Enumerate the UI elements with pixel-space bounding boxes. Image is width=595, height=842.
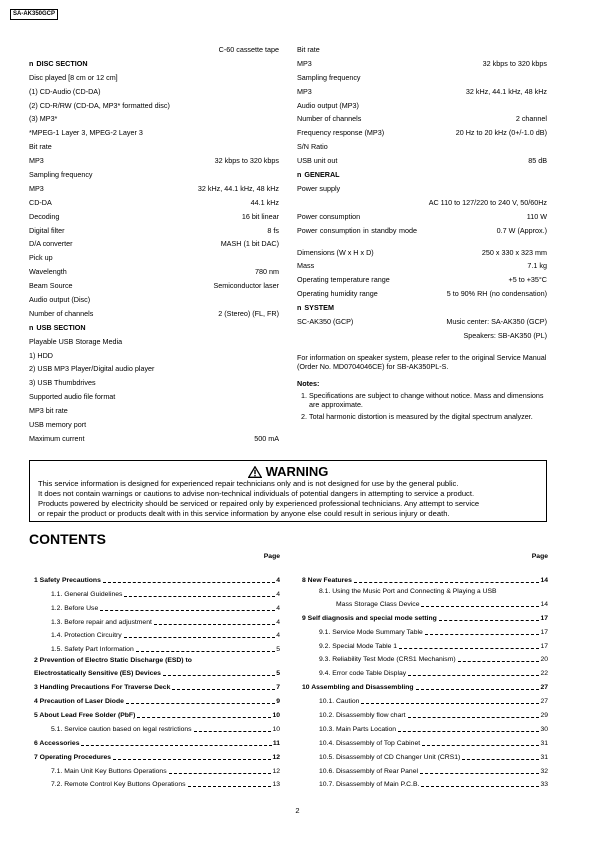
spec-value: 44.1 kHz xyxy=(250,197,279,207)
toc-entry xyxy=(297,734,548,748)
spec-label: Bit rate xyxy=(29,142,52,152)
speaker-info: For information on speaker system, please refer to the original Service Manual (Order No. MD0704046CE) for SB-AK350PL-S. xyxy=(297,352,547,371)
note-number: 2. xyxy=(301,411,307,421)
toc-title: 8.1. Using the Music Port and Connecting & Playing a USB xyxy=(319,587,497,595)
toc-title: 9.1. Service Mode Summary Table xyxy=(319,628,423,636)
spec-value: 0.7 W (Approx.) xyxy=(496,225,547,235)
spec-value: Speakers: SB-AK350 (PL) xyxy=(463,330,547,340)
spec-label: Beam Source xyxy=(29,281,73,291)
spec-label: S/N Ratio xyxy=(297,142,328,152)
spec-label: MP3 xyxy=(297,58,312,68)
toc-leader xyxy=(421,606,539,607)
toc-title: Electrostatically Sensitive (ES) Devices xyxy=(34,670,161,678)
toc-leader xyxy=(398,731,539,732)
spec-value: 110 W xyxy=(526,211,547,221)
toc-page: 10 xyxy=(272,725,280,733)
toc-page: 27 xyxy=(540,698,548,706)
toc-right-list xyxy=(297,571,548,789)
spec-label: 1) HDD xyxy=(29,350,53,360)
toc-page: 17 xyxy=(540,642,548,650)
contents-title: CONTENTS xyxy=(29,531,106,547)
toc-title: 1.4. Protection Circuitry xyxy=(51,632,122,640)
toc-entry xyxy=(29,585,280,599)
spec-label: CD-DA xyxy=(29,197,52,207)
spec-label: (3) MP3* xyxy=(29,114,58,124)
spec-value: Music center: SA-AK350 (GCP) xyxy=(446,317,547,327)
toc-page: 31 xyxy=(540,739,548,747)
toc-leader xyxy=(81,745,271,746)
toc-leader xyxy=(126,703,275,704)
spec-label: MP3 bit rate xyxy=(29,406,68,416)
spec-value: 85 dB xyxy=(528,156,547,166)
toc-page: 29 xyxy=(540,712,548,720)
spec-label: Power consumption xyxy=(297,211,361,221)
toc-title: 10.3. Main Parts Location xyxy=(319,725,397,733)
toc-entry xyxy=(297,776,548,790)
spec-row xyxy=(297,317,547,331)
toc-title: 7.1. Main Unit Key Buttons Operations xyxy=(51,767,167,775)
spec-label: Pick up xyxy=(29,253,53,263)
toc-entry xyxy=(297,651,548,665)
toc-entry xyxy=(29,613,280,627)
toc-entry xyxy=(29,640,280,654)
warning-line: This service information is designed for experienced repair technicians only and is not designed for use by the general public. xyxy=(38,479,459,488)
spec-label: Digital filter xyxy=(29,225,65,235)
spec-row xyxy=(297,331,547,345)
toc-leader xyxy=(354,582,540,583)
section-heading: USB SECTION xyxy=(36,322,86,332)
toc-page: 10 xyxy=(272,712,280,720)
toc-entry xyxy=(29,665,280,678)
spec-row xyxy=(29,156,279,170)
warning-triangle-icon xyxy=(248,466,262,478)
toc-leader xyxy=(439,620,540,621)
note-item xyxy=(297,412,547,422)
warning-line: It does not contain warnings or cautions to advise non-technical individuals of potential dangers in attempting to service a product. xyxy=(38,489,475,498)
spec-label: Audio output (MP3) xyxy=(297,100,359,110)
toc-leader xyxy=(100,610,275,611)
spec-row xyxy=(29,184,279,198)
spec-row xyxy=(297,59,547,73)
spec-label: Sampling frequency xyxy=(297,72,361,82)
toc-page: 7 xyxy=(276,684,280,692)
spec-label: Operating humidity range xyxy=(297,289,378,299)
spec-row xyxy=(297,248,547,262)
toc-entry xyxy=(297,706,548,720)
spec-value: 7.1 kg xyxy=(527,261,547,271)
spec-row xyxy=(297,226,547,248)
toc-entry xyxy=(29,734,280,748)
toc-leader xyxy=(124,596,275,597)
warning-line: or repair the product or products dealt with in this service information by anyone else could result in serious injury or death. xyxy=(38,509,450,518)
toc-page: 14 xyxy=(540,600,548,608)
spec-value: 2 (Stereo) (FL, FR) xyxy=(218,308,279,318)
section-heading: SYSTEM xyxy=(304,303,334,313)
spec-label: D/A converter xyxy=(29,239,73,249)
spec-row xyxy=(297,101,547,115)
toc-entry xyxy=(297,637,548,651)
toc-page: 4 xyxy=(276,604,280,612)
specs-left-column xyxy=(29,45,279,448)
toc-title: 10.7. Disassembly of Main P.C.B. xyxy=(319,781,420,789)
spec-label: Maximum current xyxy=(29,433,85,443)
toc-entry xyxy=(29,599,280,613)
notes-list xyxy=(297,391,547,422)
toc-leader xyxy=(188,786,272,787)
spec-row xyxy=(29,378,279,392)
spec-label: Power consumption in standby mode xyxy=(297,225,417,235)
toc-entry xyxy=(297,585,548,596)
section-bullet-icon: n xyxy=(29,58,34,68)
note-text: Total harmonic distortion is measured by the digital spectrum analyzer. xyxy=(309,411,533,421)
spec-row xyxy=(297,212,547,226)
spec-label: (2) CD-R/RW (CD-DA, MP3* formatted disc) xyxy=(29,100,170,110)
spec-label: Mass xyxy=(297,261,315,271)
toc-title: 3 Handling Precautions For Traverse Deck xyxy=(34,684,171,692)
spec-value: +5 to +35°C xyxy=(508,275,547,285)
toc-leader xyxy=(172,689,275,690)
spec-label: Power supply xyxy=(297,183,341,193)
toc-title: 2 Prevention of Electro Static Discharge (ESD) to xyxy=(34,657,192,665)
note-item xyxy=(297,391,547,410)
spec-row xyxy=(29,226,279,240)
spec-row xyxy=(29,198,279,212)
spec-row xyxy=(29,59,279,73)
section-heading: DISC SECTION xyxy=(36,58,88,68)
spec-row xyxy=(29,101,279,115)
toc-page: 4 xyxy=(276,590,280,598)
toc-leader xyxy=(163,675,275,676)
toc-page: 22 xyxy=(540,670,548,678)
toc-entry xyxy=(29,571,280,585)
spec-row xyxy=(29,87,279,101)
toc-leader xyxy=(169,773,272,774)
spec-value: 16 bit linear xyxy=(241,211,279,221)
spec-value: 8 fs xyxy=(267,225,279,235)
spec-row xyxy=(29,434,279,448)
toc-title: 7 Operating Procedures xyxy=(34,753,112,761)
spec-label: SC-AK350 (GCP) xyxy=(297,317,354,327)
spec-label: Bit rate xyxy=(297,45,320,54)
toc-entry xyxy=(29,692,280,706)
spec-label: Decoding xyxy=(29,211,60,221)
toc-leader xyxy=(420,773,539,774)
spec-row xyxy=(297,275,547,289)
spec-label: Sampling frequency xyxy=(29,170,93,180)
spec-row xyxy=(29,142,279,156)
spec-row xyxy=(29,309,279,323)
toc-page: 17 xyxy=(540,614,548,622)
toc-page: 4 xyxy=(276,632,280,640)
spec-label: Playable USB Storage Media xyxy=(29,336,123,346)
spec-value: 32 kbps to 320 kbps xyxy=(214,156,279,166)
toc-page-label: Page xyxy=(531,553,548,560)
toc-leader xyxy=(421,786,539,787)
spec-row xyxy=(297,289,547,303)
spec-row xyxy=(297,170,547,184)
section-bullet-icon: n xyxy=(297,303,302,313)
toc-page: 12 xyxy=(272,753,280,761)
toc-title: 9.3. Reliability Test Mode (CRS1 Mechanism) xyxy=(319,656,456,664)
toc-title: 8 New Features xyxy=(302,576,352,584)
toc-leader xyxy=(361,703,539,704)
spec-row xyxy=(297,128,547,142)
warning-text xyxy=(30,479,546,519)
toc-title: Mass Storage Class Device xyxy=(336,600,420,608)
toc-entry xyxy=(297,623,548,637)
toc-page: 30 xyxy=(540,725,548,733)
toc-entry xyxy=(29,678,280,692)
toc-entry xyxy=(297,678,548,692)
section-heading: GENERAL xyxy=(304,170,340,180)
toc-title: 9.4. Error code Table Display xyxy=(319,670,407,678)
toc-page: 5 xyxy=(276,646,280,654)
model-tag: SA-AK350GCP xyxy=(10,9,58,20)
spec-label: MP3 xyxy=(29,183,44,193)
note-text: Specifications are subject to change without notice. Mass and dimensions are approximate. xyxy=(309,390,544,410)
spec-value: AC 110 to 127/220 to 240 V, 50/60Hz xyxy=(428,197,547,207)
toc-title: 1.1. General Guidelines xyxy=(51,590,123,598)
toc-leader xyxy=(124,637,276,638)
spec-label: *MPEG-1 Layer 3, MPEG-2 Layer 3 xyxy=(29,128,143,138)
toc-entry xyxy=(29,720,280,734)
toc-title: 10.4. Disassembly of Top Cabinet xyxy=(319,739,421,747)
spec-value: 500 mA xyxy=(254,433,279,443)
toc-page: 27 xyxy=(540,684,548,692)
spec-row xyxy=(297,184,547,198)
spec-value: 32 kHz, 44.1 kHz, 48 kHz xyxy=(465,86,547,96)
warning-line: Products powered by electricity should be serviced or repaired only by experienced professional technicians. Any attempt to service xyxy=(38,499,480,508)
toc-title: 1.3. Before repair and adjustment xyxy=(51,618,152,626)
toc-entry xyxy=(29,762,280,776)
toc-page: 12 xyxy=(272,767,280,775)
spec-row xyxy=(297,114,547,128)
toc-entry xyxy=(29,748,280,762)
toc-leader xyxy=(136,651,275,652)
spec-label: MP3 xyxy=(29,156,44,166)
toc-page: 14 xyxy=(540,576,548,584)
toc-leader xyxy=(154,624,275,625)
spec-row xyxy=(29,337,279,351)
spec-row xyxy=(29,73,279,87)
toc-title: 10.6. Disassembly of Rear Panel xyxy=(319,767,418,775)
notes-title: Notes: xyxy=(297,378,320,388)
spec-row xyxy=(29,364,279,378)
spec-row xyxy=(29,420,279,434)
toc-title: 10 Assembling and Disassembling xyxy=(302,684,414,692)
spec-label: USB memory port xyxy=(29,420,87,430)
toc-page: 17 xyxy=(540,628,548,636)
toc-title: 1.2. Before Use xyxy=(51,604,99,612)
toc-entry xyxy=(297,596,548,609)
spec-row xyxy=(29,170,279,184)
toc-left-column xyxy=(29,552,280,789)
spec-label: MP3 xyxy=(297,86,312,96)
spec-label: Operating temperature range xyxy=(297,275,390,285)
spec-row xyxy=(297,261,547,275)
spec-row xyxy=(29,114,279,128)
spec-value: 780 nm xyxy=(255,267,279,277)
toc-title: 10.1. Caution xyxy=(319,698,360,706)
spec-row xyxy=(297,198,547,212)
spec-label: Number of channels xyxy=(29,308,94,318)
toc-title: 9.2. Special Mode Table 1 xyxy=(319,642,398,650)
toc-title: 7.2. Remote Control Key Buttons Operations xyxy=(51,781,186,789)
toc-leader xyxy=(458,661,540,662)
spec-row xyxy=(29,45,279,59)
toc-title: 10.5. Disassembly of CD Changer Unit (CRS1) xyxy=(319,753,461,761)
spec-row xyxy=(29,351,279,365)
spec-value: MASH (1 bit DAC) xyxy=(220,239,279,249)
spec-label: Frequency response (MP3) xyxy=(297,128,385,138)
toc-title: 1 Safety Precautions xyxy=(34,576,101,584)
spec-value: 5 to 90% RH (no condensation) xyxy=(446,289,547,299)
spec-row xyxy=(29,239,279,253)
spec-label: USB unit out xyxy=(297,156,338,166)
spec-label: (1) CD-Audio (CD-DA) xyxy=(29,86,101,96)
spec-row xyxy=(29,406,279,420)
spec-value: 2 channel xyxy=(515,114,547,124)
specs-right-list xyxy=(297,45,547,345)
spec-label: 3) USB Thumbdrives xyxy=(29,378,96,388)
spec-row xyxy=(297,87,547,101)
toc-title: 6 Accessories xyxy=(34,739,80,747)
toc-page: 5 xyxy=(276,670,280,678)
toc-left-list xyxy=(29,571,280,789)
spec-row xyxy=(29,392,279,406)
toc-entry xyxy=(297,762,548,776)
specs-right-column xyxy=(297,45,547,423)
toc-entry xyxy=(297,748,548,762)
toc-leader xyxy=(416,689,540,690)
toc-leader xyxy=(399,648,539,649)
toc-leader xyxy=(137,717,271,718)
spec-row xyxy=(29,212,279,226)
warning-title: WARNING xyxy=(265,464,329,479)
spec-row xyxy=(297,303,547,317)
spec-value: 250 x 330 x 323 mm xyxy=(481,247,547,257)
section-bullet-icon: n xyxy=(29,322,34,332)
section-bullet-icon: n xyxy=(297,170,302,180)
spec-label: Disc played [8 cm or 12 cm] xyxy=(29,72,118,82)
toc-entry xyxy=(297,664,548,678)
warning-box xyxy=(29,460,547,522)
warning-heading xyxy=(30,464,546,479)
note-number: 1. xyxy=(301,390,307,400)
toc-entry xyxy=(29,776,280,790)
toc-page: 4 xyxy=(276,576,280,584)
toc-leader xyxy=(194,731,272,732)
page-number: 2 xyxy=(295,806,300,815)
toc-title: 9 Self diagnosis and special mode setting xyxy=(302,614,437,622)
spec-row xyxy=(297,156,547,170)
toc-right-column xyxy=(297,552,548,789)
toc-entry xyxy=(297,571,548,585)
toc-entry xyxy=(29,706,280,720)
spec-row xyxy=(29,323,279,337)
toc-page: 32 xyxy=(540,767,548,775)
toc-leader xyxy=(103,582,275,583)
toc-entry xyxy=(29,627,280,641)
spec-row xyxy=(297,73,547,87)
toc-title: 5 About Lead Free Solder (PbF) xyxy=(34,712,136,720)
spec-label: Dimensions (W x H x D) xyxy=(297,247,374,257)
toc-leader xyxy=(113,759,271,760)
spec-label: Audio output (Disc) xyxy=(29,295,91,305)
spec-row xyxy=(29,128,279,142)
spec-value: 20 Hz to 20 kHz (0+/-1.0 dB) xyxy=(455,128,547,138)
spec-label: Wavelength xyxy=(29,267,67,277)
toc-title: 4 Precaution of Laser Diode xyxy=(34,698,124,706)
spec-label: Number of channels xyxy=(297,114,362,124)
toc-page: 9 xyxy=(276,698,280,706)
toc-page: 4 xyxy=(276,618,280,626)
spec-value: 32 kHz, 44.1 kHz, 48 kHz xyxy=(197,183,279,193)
toc-leader xyxy=(408,675,539,676)
spec-row xyxy=(29,253,279,267)
toc-title: 5.1. Service caution based on legal restrictions xyxy=(51,725,192,733)
spec-value: C-60 cassette tape xyxy=(218,45,279,54)
toc-entry xyxy=(297,720,548,734)
toc-page-label: Page xyxy=(263,553,280,560)
spec-value: 32 kbps to 320 kbps xyxy=(482,58,547,68)
toc-leader xyxy=(422,745,539,746)
toc-leader xyxy=(462,759,539,760)
toc-entry xyxy=(297,692,548,706)
toc-page: 31 xyxy=(540,753,548,761)
spec-label: 2) USB MP3 Player/Digital audio player xyxy=(29,364,155,374)
toc-title: 10.2. Disassembly flow chart xyxy=(319,712,406,720)
toc-page: 20 xyxy=(540,656,548,664)
spec-row xyxy=(29,267,279,281)
spec-label: Supported audio file format xyxy=(29,392,116,402)
spec-row xyxy=(297,142,547,156)
spec-row xyxy=(29,295,279,309)
toc-title: 1.5. Safety Part Information xyxy=(51,646,134,654)
toc-page: 13 xyxy=(272,781,280,789)
spec-row xyxy=(29,281,279,295)
toc-leader xyxy=(425,634,540,635)
toc-leader xyxy=(408,717,540,718)
spec-value: Semiconductor laser xyxy=(213,281,279,291)
toc-page: 33 xyxy=(540,781,548,789)
toc-entry xyxy=(297,609,548,623)
toc-entry xyxy=(29,654,280,665)
spec-row xyxy=(297,45,547,59)
toc-page: 11 xyxy=(272,739,280,747)
